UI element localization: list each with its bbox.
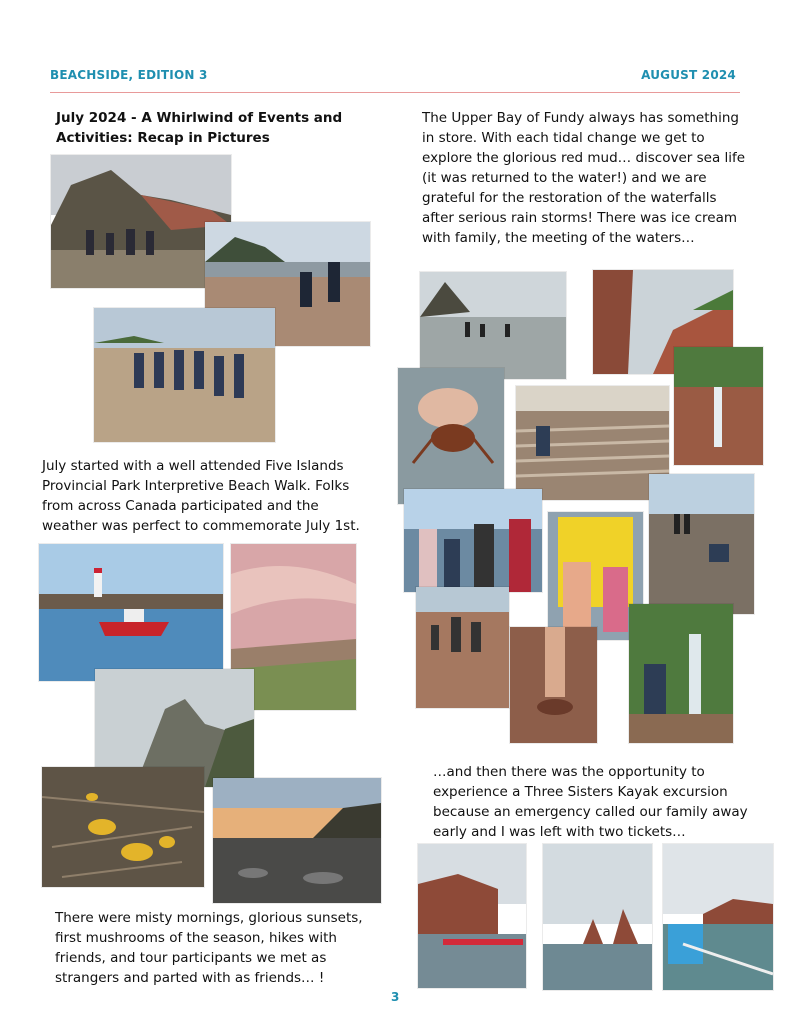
page-number: 3	[391, 990, 400, 1004]
photo-crab-in-hand	[398, 368, 504, 504]
paragraph-bay-of-fundy: The Upper Bay of Fundy always has something in store. With each tidal change we get to explore the glorious red mud… discover sea life (it was returned to the water!) and we are grateful for the restoration of the waterfalls after serious rain storms! There was ice cream with family, the meeting of the waters…	[422, 110, 746, 246]
edition-label: BEACHSIDE, EDITION 3	[50, 68, 208, 82]
photo-ice-cream-family	[404, 489, 542, 592]
photo-kayak-cliffs	[418, 844, 526, 988]
photo-sunset-shore	[213, 778, 381, 903]
paragraph-misty-mornings: There were misty mornings, glorious sunsets, first mushrooms of the season, hikes with friends, and tour participants we met as strangers and parted with as friends… !	[55, 910, 363, 986]
photo-waterfall	[674, 347, 763, 465]
article-title: July 2024 - A Whirlwind of Events and Activities: Recap in Pictures	[56, 110, 343, 146]
photo-mushrooms	[42, 767, 204, 887]
photo-mud-ripples	[516, 386, 669, 500]
photo-three-sisters	[543, 844, 652, 990]
photo-muddy-feet	[510, 627, 597, 743]
photo-beach-stroll	[649, 474, 754, 614]
issue-date: AUGUST 2024	[641, 68, 736, 82]
photo-waterfall-hike	[629, 604, 733, 743]
photo-beach-walk-group	[94, 308, 275, 442]
header-divider	[50, 92, 740, 93]
photo-lighthouse-boat	[39, 544, 223, 681]
photo-kids-mud	[416, 587, 509, 708]
paragraph-july-walk: July started with a well attended Five Islands Provincial Park Interpretive Beach Walk. Folks from across Canada participated and the weather was perfect to commemorate July 1st.	[42, 458, 360, 534]
photo-kayaker	[663, 844, 773, 990]
photo-cliff-group	[51, 155, 231, 288]
paragraph-kayak: …and then there was the opportunity to experience a Three Sisters Kayak excursion because an emergency called our family away early and I was left with two tickets…	[433, 764, 748, 840]
photo-tidal-flats	[420, 272, 566, 379]
